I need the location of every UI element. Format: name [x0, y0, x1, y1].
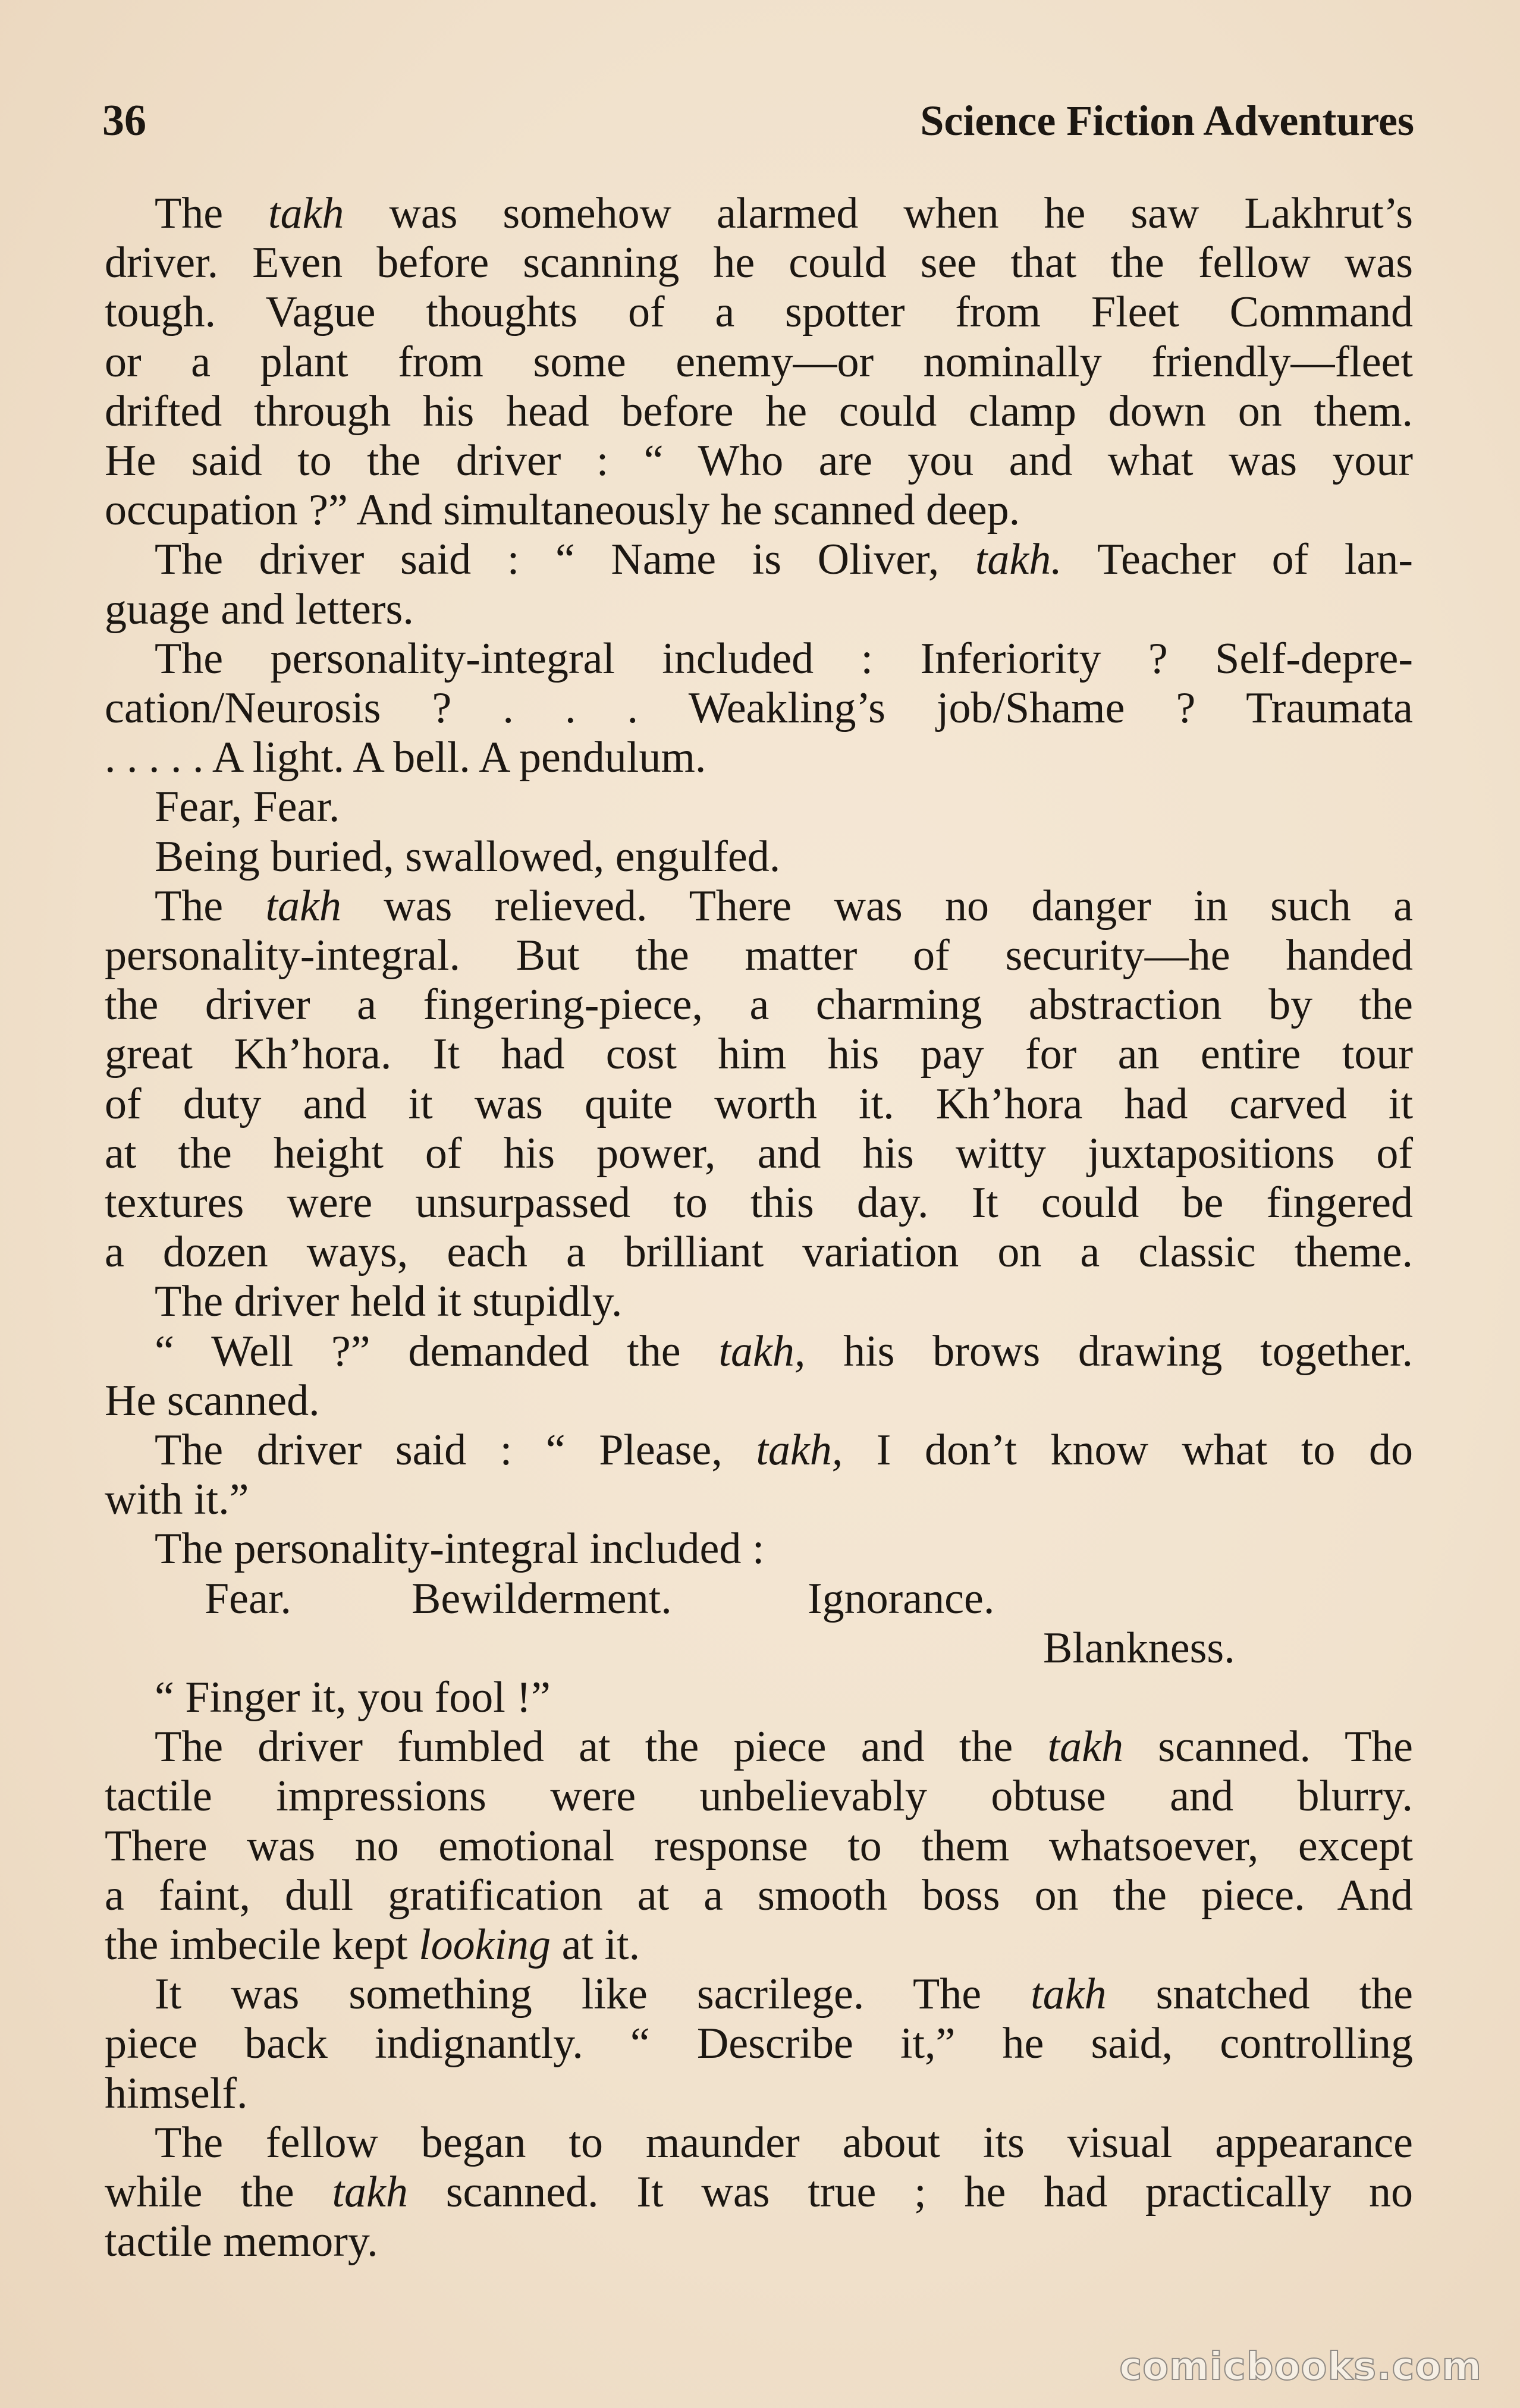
page-number: 36	[102, 96, 146, 145]
text-line: The takh was relieved. There was no danger in such a	[155, 881, 1413, 930]
text-line: cation/Neurosis ? . . . Weakling’s job/Shame ? Traumata	[105, 684, 1413, 733]
text-line: tough. Vague thoughts of a spotter from Fleet Command	[105, 288, 1413, 337]
text-line: “ Finger it, you fool !”	[155, 1673, 551, 1722]
text-line: The driver said : “ Please, takh, I don’t know what to do	[155, 1426, 1413, 1475]
text-line: The fellow began to maunder about its visual appearance	[155, 2118, 1413, 2167]
text-line: Fear, Fear.	[155, 782, 340, 832]
text-line: guage and letters.	[105, 584, 414, 634]
text-line: He said to the driver : “ Who are you and what was your	[105, 436, 1413, 486]
text-line: tactile memory.	[105, 2217, 378, 2266]
text-line: The driver held it stupidly.	[155, 1277, 623, 1326]
text-line: The driver fumbled at the piece and the takh scanned. The	[155, 1722, 1414, 1772]
text-line: with it.”	[105, 1475, 249, 1524]
text-line: of duty and it was quite worth it. Kh’hora had carved it	[105, 1079, 1413, 1128]
list-word: Ignorance.	[808, 1574, 995, 1623]
text-line: occupation ?” And simultaneously he scanned deep.	[105, 486, 1020, 535]
text-line: “ Well ?” demanded the takh, his brows drawing together.	[155, 1326, 1414, 1376]
text-line: It was something like sacrilege. The takh snatched the	[155, 1970, 1414, 2019]
body-text	[105, 189, 1413, 2267]
text-line: personality-integral. But the matter of security—he handed	[105, 931, 1413, 980]
text-line: The personality-integral included :	[155, 1524, 765, 1574]
page-header	[102, 88, 1414, 153]
word-list-row	[105, 1574, 1413, 1624]
list-word: Fear.	[205, 1574, 291, 1623]
text-line: a dozen ways, each a brilliant variation on a classic theme.	[105, 1228, 1413, 1277]
watermark-logo: comicbooks.com	[1119, 2345, 1482, 2389]
text-line: at the height of his power, and his witty juxtapositions of	[105, 1128, 1413, 1178]
text-line: He scanned.	[105, 1376, 320, 1425]
word-list-row	[105, 1624, 1413, 1673]
text-line: piece back indignantly. “ Describe it,” he said, controlling	[105, 2019, 1413, 2069]
text-line: . . . . . A light. A bell. A pendulum.	[105, 733, 706, 782]
text-line: while the takh scanned. It was true ; he had practically no	[105, 2168, 1413, 2217]
text-line: great Kh’hora. It had cost him his pay for an entire tour	[105, 1030, 1413, 1079]
text-line: himself.	[105, 2069, 248, 2118]
text-line: Being buried, swallowed, engulfed.	[155, 832, 781, 881]
text-line: textures were unsurpassed to this day. It could be fingered	[105, 1178, 1413, 1228]
list-word: Bewilderment.	[412, 1574, 672, 1623]
text-line: There was no emotional response to them whatsoever, except	[105, 1821, 1413, 1871]
text-line: the imbecile kept looking at it.	[105, 1920, 640, 1970]
text-line: The driver said : “ Name is Oliver, takh. Teacher of lan-	[155, 535, 1413, 584]
text-line: the driver a fingering-piece, a charming abstraction by the	[105, 980, 1413, 1030]
list-word: Blankness.	[1043, 1623, 1235, 1673]
text-line: drifted through his head before he could clamp down on them.	[105, 386, 1413, 436]
text-line: driver. Even before scanning he could see that the fellow was	[105, 238, 1413, 288]
text-line: The personality-integral included : Inferiority ? Self-depre-	[155, 634, 1413, 683]
text-line: or a plant from some enemy—or nominally friendly—fleet	[105, 337, 1413, 386]
text-line: The takh was somehow alarmed when he saw Lakhrut’s	[155, 189, 1414, 238]
text-line: tactile impressions were unbelievably obtuse and blurry.	[105, 1772, 1413, 1821]
running-head: Science Fiction Adventures	[920, 97, 1414, 144]
text-line: a faint, dull gratification at a smooth boss on the piece. And	[105, 1871, 1413, 1920]
